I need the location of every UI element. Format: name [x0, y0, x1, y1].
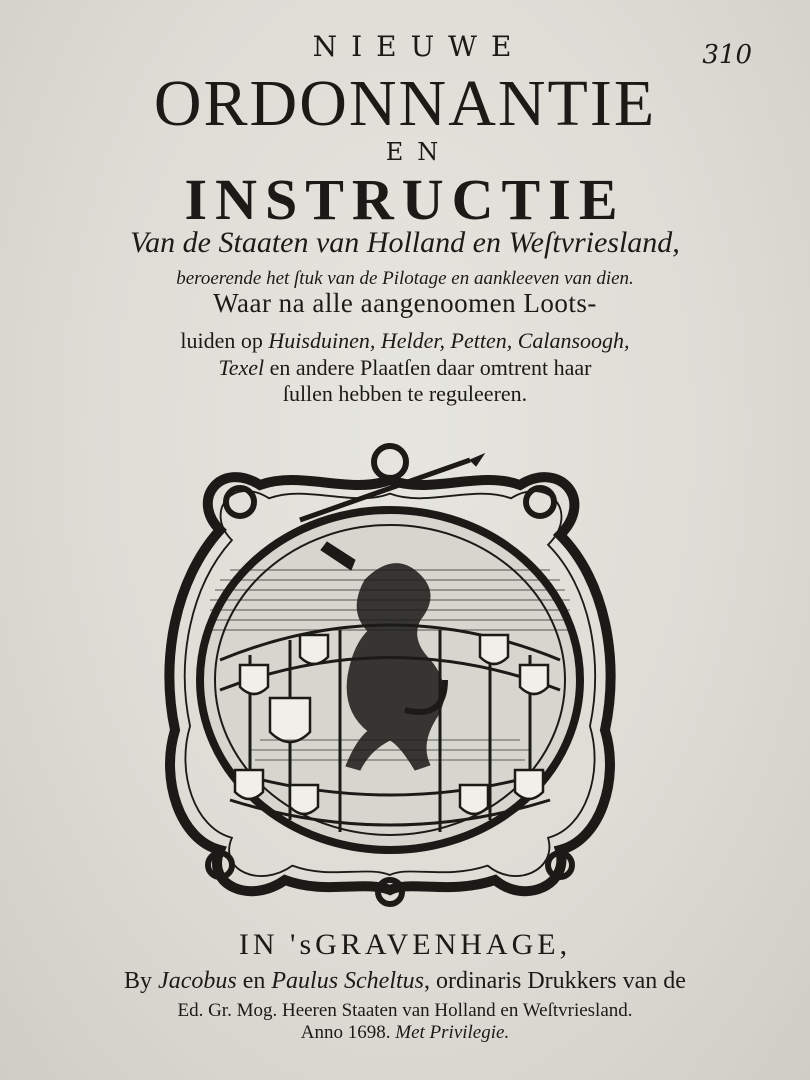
title-en: EN: [385, 138, 453, 166]
imprint-printers: [0, 968, 810, 995]
imprint-place: IN 'sGRAVENHAGE,: [238, 928, 572, 961]
subtitle-texel-name: Texel: [218, 355, 265, 380]
title-nieuwe: NIEUWE: [312, 30, 526, 63]
imprint-privilegie: Met Privilegie.: [395, 1022, 510, 1043]
imprint-by: By: [124, 968, 159, 994]
subtitle-places: Huisduinen, Helder, Petten, Calansoogh,: [268, 328, 630, 353]
imprint-en: en: [236, 968, 272, 994]
subtitle-texel-rest: en andere Plaatſen daar omtrent haar: [264, 355, 592, 380]
imprint-paulus: Paulus Scheltus: [271, 968, 425, 994]
title-ordonnantie: ORDONNANTIE: [153, 67, 657, 140]
imprint-year: [0, 1022, 810, 1044]
subtitle-pilotage: beroerende het ſtuk van de Pilotage en aankleeven van dien.: [176, 268, 634, 289]
imprint-heeren: Ed. Gr. Mog. Heeren Staaten van Holland en Weſtvriesland.: [177, 1000, 633, 1021]
subtitle-staaten: Van de Staaten van Holland en Weſtvriesland,: [130, 226, 680, 259]
subtitle-waar-na: Waar na alle aangenoomen Loots-: [213, 288, 597, 318]
imprint-jacobus: Jacobus: [158, 968, 237, 994]
lion-emblem-icon: [150, 440, 630, 910]
subtitle-texel: [0, 355, 810, 381]
subtitle-luiden: [0, 328, 810, 354]
subtitle-luiden-a: luiden op: [180, 328, 269, 353]
imprint-drukkers: , ordinaris Drukkers van de: [424, 968, 686, 994]
title-instructie: INSTRUCTIE: [184, 167, 626, 232]
page-number: 310: [702, 40, 752, 70]
subtitle-reguleeren: ſullen hebben te reguleeren.: [282, 381, 528, 406]
imprint-anno: Anno 1698.: [300, 1022, 396, 1043]
